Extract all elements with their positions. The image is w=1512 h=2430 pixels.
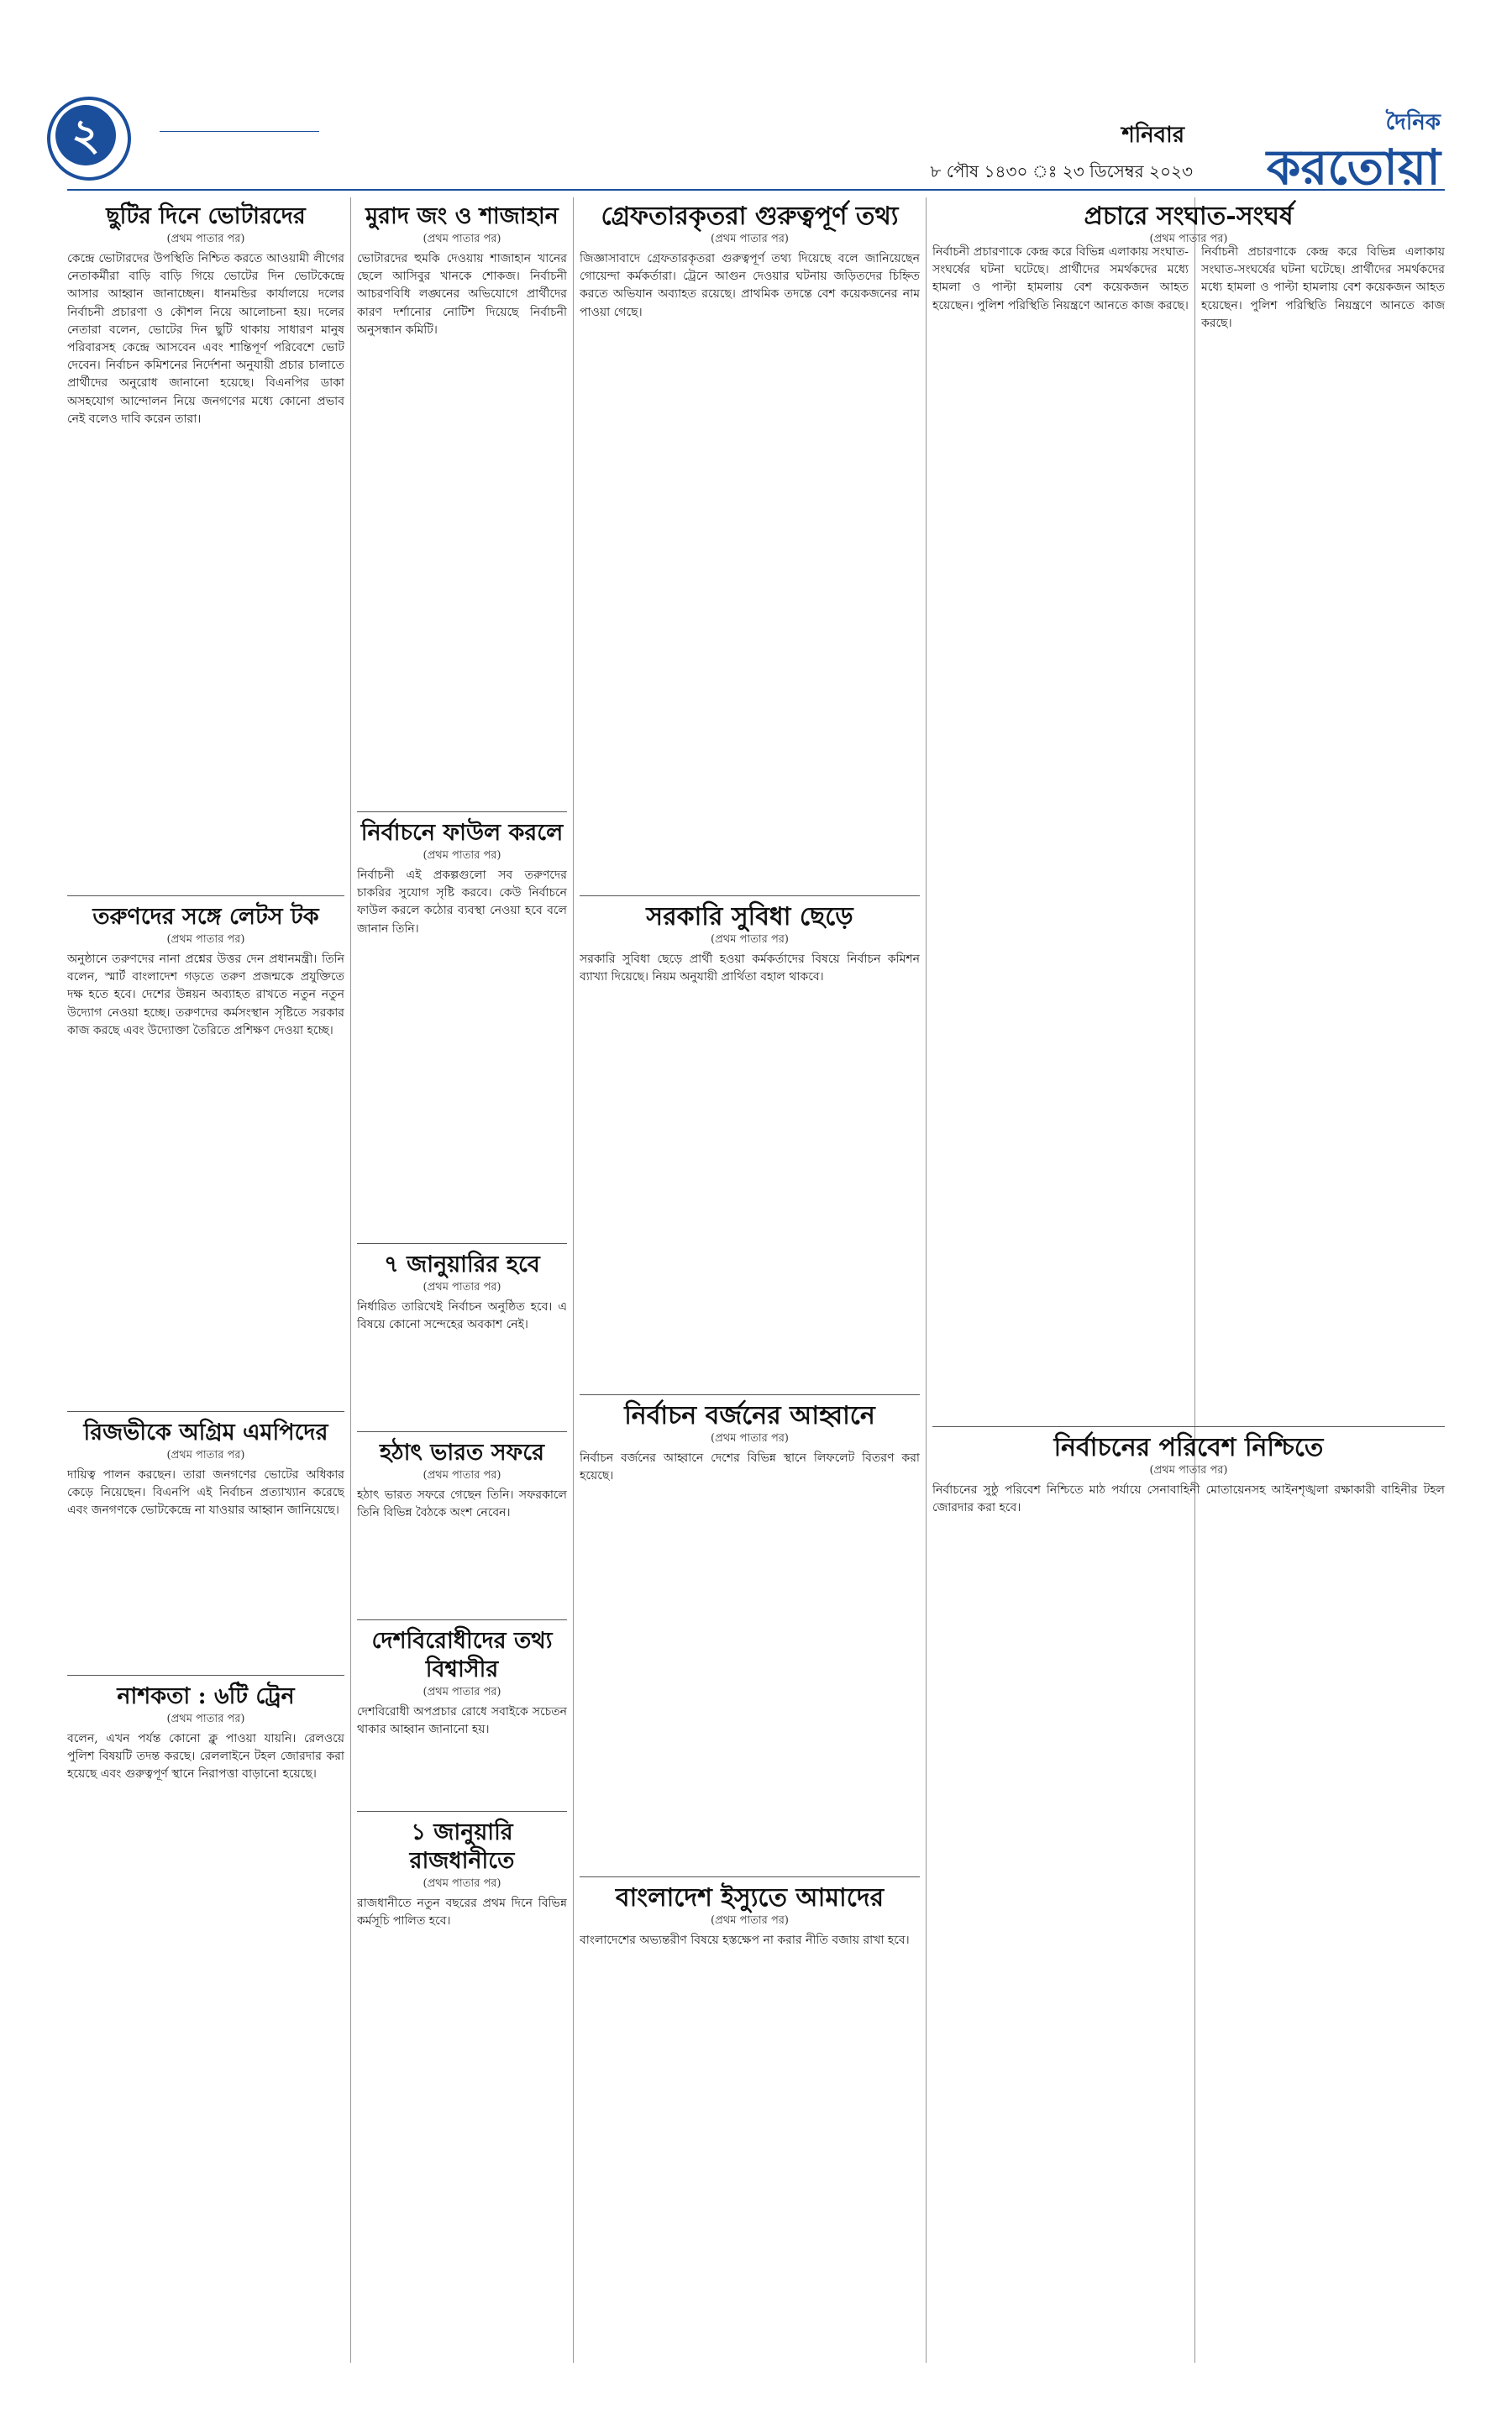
article-body: বাংলাদেশের অভ্যন্তরীণ বিষয়ে হস্তক্ষেপ না করার নীতি বজায় রাখা হবে। <box>580 1934 910 1947</box>
article-title: নির্বাচনের পরিবেশ নিশ্চিতে <box>1053 1433 1324 1462</box>
article-continuation: (প্রথম পাতার পর) <box>423 1877 501 1890</box>
article-body: নির্ধারিত তারিখেই নির্বাচন অনুষ্ঠিত হবে। এ বিষয়ে কোনো সন্দেহের অবকাশ নেই। <box>357 1300 567 1332</box>
top-divider <box>67 189 1445 191</box>
article-continuation: (প্রথম পাতার পর) <box>711 933 789 946</box>
article-divider <box>357 1619 567 1620</box>
article-body: হঠাৎ ভারত সফরে গেছেন তিনি। সফরকালে তিনি বিভিন্ন বৈঠকে অংশ নেবেন। <box>357 1488 567 1520</box>
article-continuation: (প্রথম পাতার পর) <box>423 233 501 245</box>
article-body: নির্বাচনী প্রচারণাকে কেন্দ্র করে বিভিন্ন এলাকায় সংঘাত-সংঘর্ষের ঘটনা ঘটেছে। প্রার্থীদের সমর্থকদের মধ্যে হামলা ও পাল্টা হামলায় বেশ কয়েকজন আহত হয়েছেন। পুলিশ পরিস্থিতি নিয়ন্ত্রণে আনতে কাজ করছে। <box>932 245 1189 312</box>
column-5 <box>1201 244 1445 2363</box>
article-divider <box>357 811 567 812</box>
article-body: রাজধানীতে নতুন বছরের প্রথম দিনে বিভিন্ন কর্মসূচি পালিত হবে। <box>357 1897 567 1929</box>
article-continuation: (প্রথম পাতার পর) <box>1149 1464 1228 1477</box>
article-continuation: (প্রথম পাতার পর) <box>711 233 789 245</box>
page-number-badge <box>55 105 116 165</box>
article-body: ভোটারদের হুমকি দেওয়ায় শাজাহান খানের ছেলে আসিবুর খানকে শোকজ। নির্বাচনী আচরণবিধি লঙ্ঘনের অভিযোগে প্রার্থীদের কারণ দর্শানোর নোটিশ দিয়েছে নির্বাচনী অনুসন্ধান কমিটি। <box>357 252 567 337</box>
article-continuation: (প্রথম পাতার পর) <box>423 1686 501 1698</box>
article-continuation: (প্রথম পাতার পর) <box>711 1914 789 1927</box>
article-body: দেশবিরোধী অপপ্রচার রোধে সবাইকে সচেতন থাকার আহ্বান জানানো হয়। <box>357 1705 567 1737</box>
column-divider <box>573 197 574 2363</box>
article-divider <box>580 895 920 896</box>
column-3 <box>580 197 920 2363</box>
article-continuation: (প্রথম পাতার পর) <box>423 1281 501 1294</box>
article-title: দেশবিরোধীদের তথ্য বিশ্বাসীর <box>371 1628 553 1682</box>
article-divider <box>357 1431 567 1432</box>
article-continuation: (প্রথম পাতার পর) <box>166 1713 245 1725</box>
article-divider <box>580 1876 920 1877</box>
article-body: নির্বাচনী এই প্রকল্পগুলো সব তরুণদের চাকরির সুযোগ সৃষ্টি করবে। কেউ নির্বাচনে ফাউল করলে কঠোর ব্যবস্থা নেওয়া হবে বলে জানান তিনি। <box>357 869 567 936</box>
article-divider <box>357 1811 567 1812</box>
article-body: নির্বাচনের সুষ্ঠু পরিবেশ নিশ্চিতে মাঠ পর্যায়ে সেনাবাহিনী মোতায়েনসহ আইনশৃঙ্খলা রক্ষাকারী বাহিনীর টহল জোরদার করা হবে। <box>932 1483 1445 1515</box>
article-title: প্রচারে সংঘাত-সংঘর্ষ <box>1084 202 1294 231</box>
wide-article-header <box>932 197 1445 250</box>
wide-article-header <box>932 1420 1445 1517</box>
article-body: নির্বাচন বর্জনের আহ্বানে দেশের বিভিন্ন স্থানে লিফলেট বিতরণ করা হয়েছে। <box>580 1451 920 1483</box>
article-title: নির্বাচন বর্জনের আহ্বানে <box>624 1401 875 1430</box>
article-continuation: (প্রথম পাতার পর) <box>423 1469 501 1482</box>
article-body: অনুষ্ঠানে তরুণদের নানা প্রশ্নের উত্তর দেন প্রধানমন্ত্রী। তিনি বলেন, স্মার্ট বাংলাদেশ গড়তে তরুণ প্রজন্মকে প্রযুক্তিতে দক্ষ হতে হবে। দেশের উন্নয়ন অব্যাহত রাখতে নতুন নতুন উদ্যোগ নেওয়া হচ্ছে। তরুণদের কর্মসংস্থান সৃষ্টিতে সরকার কাজ করছে এবং উদ্যোক্তা তৈরিতে প্রশিক্ষণ দেওয়া হচ্ছে। <box>67 953 344 1037</box>
issue-day: শনিবার <box>1121 123 1184 148</box>
article-title: নাশকতা : ৬টি ট্রেন <box>117 1683 295 1709</box>
article-title: রিজভীকে অগ্রিম এমপিদের <box>83 1420 328 1446</box>
article-title: বাংলাদেশ ইস্যুতে আমাদের <box>615 1883 885 1913</box>
article-body: দায়িত্ব পালন করছেন। তারা জনগণের ভোটের অধিকার কেড়ে নিয়েছেন। বিএনপি এই নির্বাচন প্রত্যাখ্যান করেছে এবং জনগণকে ভোটকেন্দ্রে না যাওয়ার আহ্বান জানিয়েছে। <box>67 1468 344 1518</box>
article-divider <box>67 1411 344 1412</box>
article-body: বলেন, এখন পর্যন্ত কোনো ক্লু পাওয়া যায়নি। রেলওয়ে পুলিশ বিষয়টি তদন্ত করছে। রেললাইনে টহল জোরদার করা হয়েছে এবং গুরুত্বপূর্ণ স্থানে নিরাপত্তা বাড়ানো হয়েছে। <box>67 1732 344 1782</box>
article-continuation: (প্রথম পাতার পর) <box>166 1449 245 1462</box>
article-title: নির্বাচনে ফাউল করলে <box>360 820 564 846</box>
article-divider <box>357 1243 567 1244</box>
page-number: ২ <box>71 110 100 160</box>
article-body: জিজ্ঞাসাবাদে গ্রেফতারকৃতরা গুরুত্বপূর্ণ তথ্য দিয়েছে বলে জানিয়েছেন গোয়েন্দা কর্মকর্তারা। ট্রেনে আগুন দেওয়ার ঘটনায় জড়িতদের চিহ্নিত করতে অভিযান অব্যাহত রয়েছে। প্রাথমিক তদন্তে বেশ কয়েকজনের নাম পাওয়া গেছে। <box>580 252 920 319</box>
article-title: ৭ জানুয়ারির হবে <box>384 1252 540 1278</box>
article-continuation: (প্রথম পাতার পর) <box>166 933 245 946</box>
column-4 <box>932 244 1189 2363</box>
article-divider <box>580 1394 920 1395</box>
article-divider <box>67 895 344 896</box>
issue-date: ৮ পৌষ ১৪৩০ ঃ ২৩ ডিসেম্বর ২০২৩ <box>930 161 1193 181</box>
column-divider <box>350 197 351 2363</box>
header-rule <box>160 131 319 132</box>
article-title: তরুণদের সঙ্গে লেটস টক <box>92 904 319 930</box>
column-2 <box>357 197 567 2363</box>
article-continuation: (প্রথম পাতার পর) <box>166 233 245 245</box>
article-title: মুরাদ জং ও শাজাহান <box>365 203 559 229</box>
article-divider <box>932 1426 1445 1427</box>
article-title: ছুটির দিনে ভোটারদের <box>106 203 306 229</box>
article-title: গ্রেফতারকৃতরা গুরুত্বপূর্ণ তথ্য <box>601 202 899 231</box>
article-continuation: (প্রথম পাতার পর) <box>1149 233 1228 245</box>
article-title: ১ জানুয়ারি রাজধানীতে <box>409 1819 515 1874</box>
article-title: সরকারি সুবিধা ছেড়ে <box>646 902 853 932</box>
article-body: কেন্দ্রে ভোটারদের উপস্থিতি নিশ্চিত করতে আওয়ামী লীগের নেতাকর্মীরা বাড়ি বাড়ি গিয়ে ভোটের দিন ভোটকেন্দ্রে আসার আহ্বান জানাচ্ছেন। ধানমন্ডির কার্যালয়ে দলের নির্বাচনী প্রচারণা ও কৌশল নিয়ে আলোচনা হয়। দলের নেতারা বলেন, ভোটের দিন ছুটি থাকায় সাধারণ মানুষ পরিবারসহ কেন্দ্রে আসবেন এবং শান্তিপূর্ণ পরিবেশে ভোট দেবেন। নির্বাচন কমিশনের নির্দেশনা অনুযায়ী প্রচার চালাতে প্রার্থীদের অনুরোধ জানানো হয়েছে। বিএনপির ডাকা অসহযোগ আন্দোলন নিয়ে জনগণের মধ্যে কোনো প্রভাব নেই বলেও দাবি করেন তারা। <box>67 252 344 426</box>
logo-top: দৈনিক <box>1385 110 1441 135</box>
column-divider <box>1194 197 1195 2363</box>
masthead-logo <box>1205 105 1441 196</box>
article-title: হঠাৎ ভারত সফরে <box>379 1440 544 1466</box>
article-continuation: (প্রথম পাতার পর) <box>711 1432 789 1445</box>
column-1 <box>67 197 344 2363</box>
article-body: সরকারি সুবিধা ছেড়ে প্রার্থী হওয়া কর্মকর্তাদের বিষয়ে নির্বাচন কমিশন ব্যাখ্যা দিয়েছে। নিয়ম অনুযায়ী প্রার্থিতা বহাল থাকবে। <box>580 953 920 984</box>
article-continuation: (প্রথম পাতার পর) <box>423 849 501 862</box>
article-divider <box>67 1675 344 1676</box>
article-body: নির্বাচনী প্রচারণাকে কেন্দ্র করে বিভিন্ন এলাকায় সংঘাত-সংঘর্ষের ঘটনা ঘটেছে। প্রার্থীদের সমর্থকদের মধ্যে হামলা ও পাল্টা হামলায় বেশ কয়েকজন আহত হয়েছেন। পুলিশ পরিস্থিতি নিয়ন্ত্রণে আনতে কাজ করছে। <box>1201 245 1445 330</box>
column-divider <box>926 197 927 2363</box>
logo-main: করতোয়া <box>1266 139 1441 196</box>
